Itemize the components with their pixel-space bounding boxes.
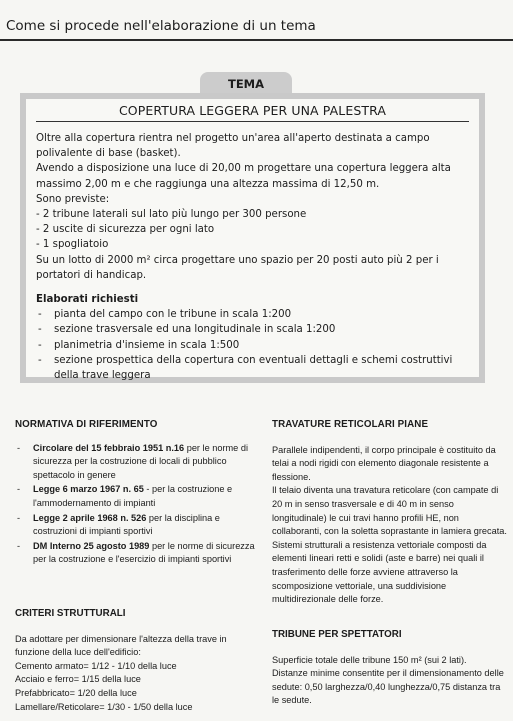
normativa-item: - Legge 2 aprile 1968 n. 526 per la disciplina e costruzioni di impianti sportivi: [17, 512, 220, 537]
criteri-section: [15, 607, 260, 714]
tribune-para: Distanze minime consentite per il dimensionamento delle sedute: 0,50 larghezza/0,40 lunghezza/0,75 distanza tra le sedute.: [272, 668, 504, 706]
travature-title: TRAVATURE RETICOLARI PIANE: [272, 419, 429, 430]
normativa-item-text: - per la costruzione e l'ammodernamento di impianti: [33, 484, 233, 508]
elaborati-title: Elaborati richiesti: [36, 294, 139, 305]
normativa-item-ref: DM Interno 25 agosto 1989: [33, 540, 150, 551]
travature-para: Parallele indipendenti, il corpo principale è costituito da telai a nodi rigidi con elemento diagonale resistente a flessione.: [272, 444, 496, 482]
travature-section: [272, 418, 507, 607]
normativa-item-ref: Legge 6 marzo 1967 n. 65: [33, 484, 144, 495]
tema-line: Su un lotto di 2000 m² circa progettare uno spazio per 20 posti auto più 2 per i portatori di handicap.: [36, 254, 439, 281]
normativa-list: [15, 442, 260, 567]
elaborati-section: [36, 292, 476, 383]
normativa-item: - DM Interno 25 agosto 1989 per le norme di sicurezza per la costruzione e l'esercizio di impianti sportivi: [17, 540, 255, 565]
page-header-title: Come si procede nell'elaborazione di un tema: [6, 18, 316, 34]
normativa-item-text: per la disciplina e costruzioni di impianti sportivi: [33, 512, 220, 537]
elaborati-item: - sezione trasversale ed una longitudinale in scala 1:200: [36, 322, 476, 337]
criteri-title: CRITERI STRUTTURALI: [15, 608, 126, 619]
tema-box: [20, 93, 485, 383]
tema-title: COPERTURA LEGGERA PER UNA PALESTRA: [118, 103, 387, 118]
tema-line: - 2 uscite di sicurezza per ogni lato: [36, 224, 215, 236]
normativa-item: - Legge 6 marzo 1967 n. 65 - per la costruzione e l'ammodernamento di impianti: [17, 484, 233, 508]
travature-para: Il telaio diventa una travatura reticolare (con campate di 20 m in senso trasversale e di 40 m in senso longitudinale) le cui travi hanno profili HE, non collaboranti, con la soletta soprastante in lamiera grecata. Sistemi strutturali a resistenza vettoriale composti da elementi lineari retti e solidi (aste e barre) nei quali il trasferimento delle forze avviene attraverso la scomposizione vettoriale, una suddivisione multidirezionale delle forze.: [272, 485, 507, 605]
normativa-section: [15, 418, 260, 568]
elaborati-list: [36, 307, 476, 383]
tema-line: Sono previste:: [36, 193, 110, 205]
normativa-item-text: per le norme di sicurezza per la costruzione e l'esercizio di impianti sportivi: [33, 540, 255, 565]
tema-line: - 1 spogliatoio: [36, 239, 109, 251]
tema-tab: TEMA: [200, 72, 292, 94]
header-rule: [0, 39, 513, 41]
tema-line: Oltre alla copertura rientra nel progetto un'area all'aperto destinata a campo polivalente di base (basket).: [36, 133, 430, 160]
criteri-row: Cemento armato= 1/12 - 1/10 della luce: [15, 660, 177, 671]
tema-line: Avendo a disposizione una luce di 20,00 m progettare una copertura leggera alta massimo 2,00 m e che raggiunga una altezza massima di 12,50 m.: [36, 163, 451, 190]
criteri-intro: Da adottare per dimensionare l'altezza della trave in funzione della luce dell'edificio:: [15, 633, 227, 658]
normativa-item-text: per le norme di sicurezza per la costruzione di locali di pubblico spettacolo in genere: [33, 442, 248, 480]
criteri-row: Lamellare/Reticolare= 1/30 - 1/50 della luce: [15, 701, 193, 712]
elaborati-item: - sezione prospettica della copertura con eventuali dettagli e schemi costruttivi della trave leggera: [36, 353, 476, 383]
tema-title-rule: [36, 121, 469, 122]
normativa-title: NORMATIVA DI RIFERIMENTO: [15, 419, 158, 430]
criteri-row: Prefabbricato= 1/20 della luce: [15, 687, 137, 698]
normativa-item-ref: Legge 2 aprile 1968 n. 526: [33, 512, 147, 523]
tema-line: - 2 tribune laterali sul lato più lungo per 300 persone: [36, 209, 307, 221]
elaborati-item: - pianta del campo con le tribune in scala 1:200: [36, 307, 476, 322]
tribune-para: Superficie totale delle tribune 150 m² (sui 2 lati).: [272, 654, 467, 665]
elaborati-item: - planimetria d'insieme in scala 1:500: [36, 338, 476, 353]
tribune-title: TRIBUNE PER SPETTATORI: [272, 629, 402, 640]
normativa-item: - Circolare del 15 febbraio 1951 n.16 per le norme di sicurezza per la costruzione di locali di pubblico spettacolo in genere: [17, 442, 248, 480]
normativa-item-ref: Circolare del 15 febbraio 1951 n.16: [33, 442, 185, 453]
tema-body: [36, 131, 466, 283]
tribune-section: [272, 628, 507, 708]
criteri-row: Acciaio e ferro= 1/15 della luce: [15, 674, 141, 685]
